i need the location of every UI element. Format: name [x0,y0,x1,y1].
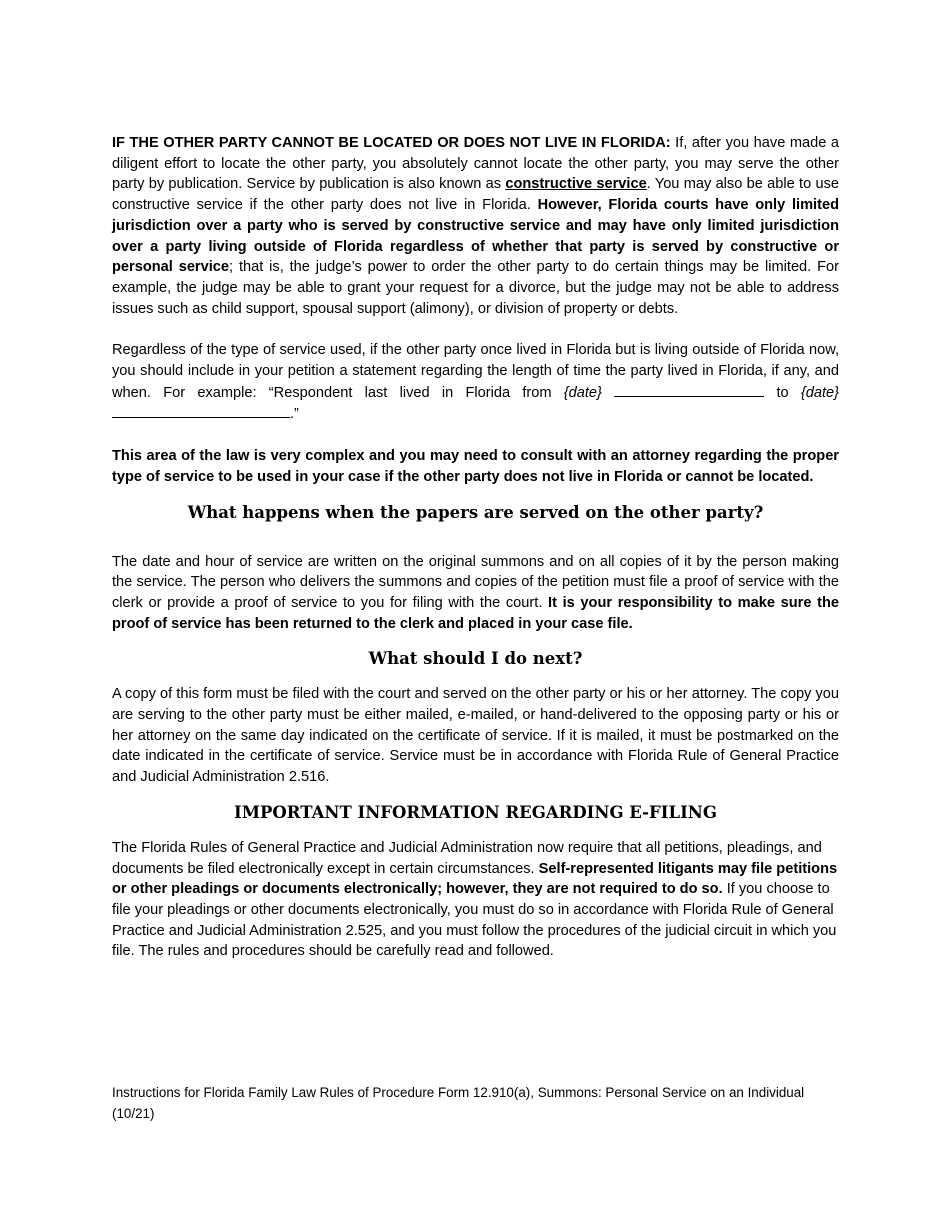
heading-e-filing: IMPORTANT INFORMATION REGARDING E-FILING [234,802,717,822]
heading-what-next: What should I do next? [368,649,583,669]
heading-papers-served: What happens when the papers are served on the other party? [187,502,764,522]
date-blank-line [614,382,764,397]
page-footer: Instructions for Florida Family Law Rules of Procedure Form 12.910(a), Summons: Personal Service on an Individual (10/21) [112,1085,805,1121]
date-placeholder: {date} [800,384,840,401]
term-constructive-service: constructive service [505,176,647,193]
paragraph-heading: IF THE OTHER PARTY CANNOT BE LOCATED OR DOES NOT LIVE IN FLORIDA: [112,135,671,151]
paragraph-lived-in-florida: Regardless of the type of service used, if the other party once lived in Florida but is living outside of Florida now, you should include in your petition a statement regarding the length of time the party lived in Florida, if any, and when. For example: “Respondent last lived in Florida from {date} to {date} .” [112,342,840,423]
paragraph-complex-law: This area of the law is very complex and you may need to consult with an attorney regarding the proper type of service to be used in your case if the other party does not live in Florida or cannot be located. [112,448,839,485]
page-content [112,133,839,962]
paragraph-not-located: IF THE OTHER PARTY CANNOT BE LOCATED OR DOES NOT LIVE IN FLORIDA: If, after you have made a diligent effort to locate the other party, you absolutely cannot locate the other party, you may serve the other party by publication. Service by publication is also known as constructive service. You may also be able to use constructive service if the other party does not live in Florida. However, Florida courts have only limited jurisdiction over a party who is served by constructive service and may have only limited jurisdiction over a party living outside of Florida regardless of whether that party is served by constructive or personal service; that is, the judge’s power to order the other party to do certain things may be limited. For example, the judge may be able to grant your request for a divorce, but the judge may not be able to address issues such as child support, spousal support (alimony), or division of property or debts. [112,135,840,317]
paragraph-service-record: The date and hour of service are written on the original summons and on all copies of it by the person making the service. The person who delivers the summons and copies of the petition must file a proof of service with the clerk or provide a proof of service to you for filing with the court. It is your responsibility to make sure the proof of service has been returned to the clerk and placed in your case file. [112,553,839,632]
date-blank-line [112,403,290,418]
date-placeholder: {date} [563,384,602,401]
paragraph-copy-filed: A copy of this form must be filed with the court and served on the other party or his or her attorney. The copy you are serving to the other party must be either mailed, e-mailed, or hand-delivered to the opposing party or his or her attorney on the same day indicated on the certificate of service. If it is mailed, it must be postmarked on the date indicated in the certificate of service. Service must be in accordance with Florida Rule of General Practice and Judicial Administration 2.516. [112,686,839,786]
paragraph-e-filing: The Florida Rules of General Practice and Judicial Administration now require that all petitions, pleadings, and documents be filed electronically except in certain circumstances. Self-represented litigants may file petitions or other pleadings or documents electronically; however, they are not required to do so. If you choose to file your pleadings or other documents electronically, you must do so in accordance with Florida Rule of General Practice and Judicial Administration 2.525, and you must follow the procedures of the judicial circuit in which you file. The rules and procedures should be carefully read and followed. [112,839,838,960]
